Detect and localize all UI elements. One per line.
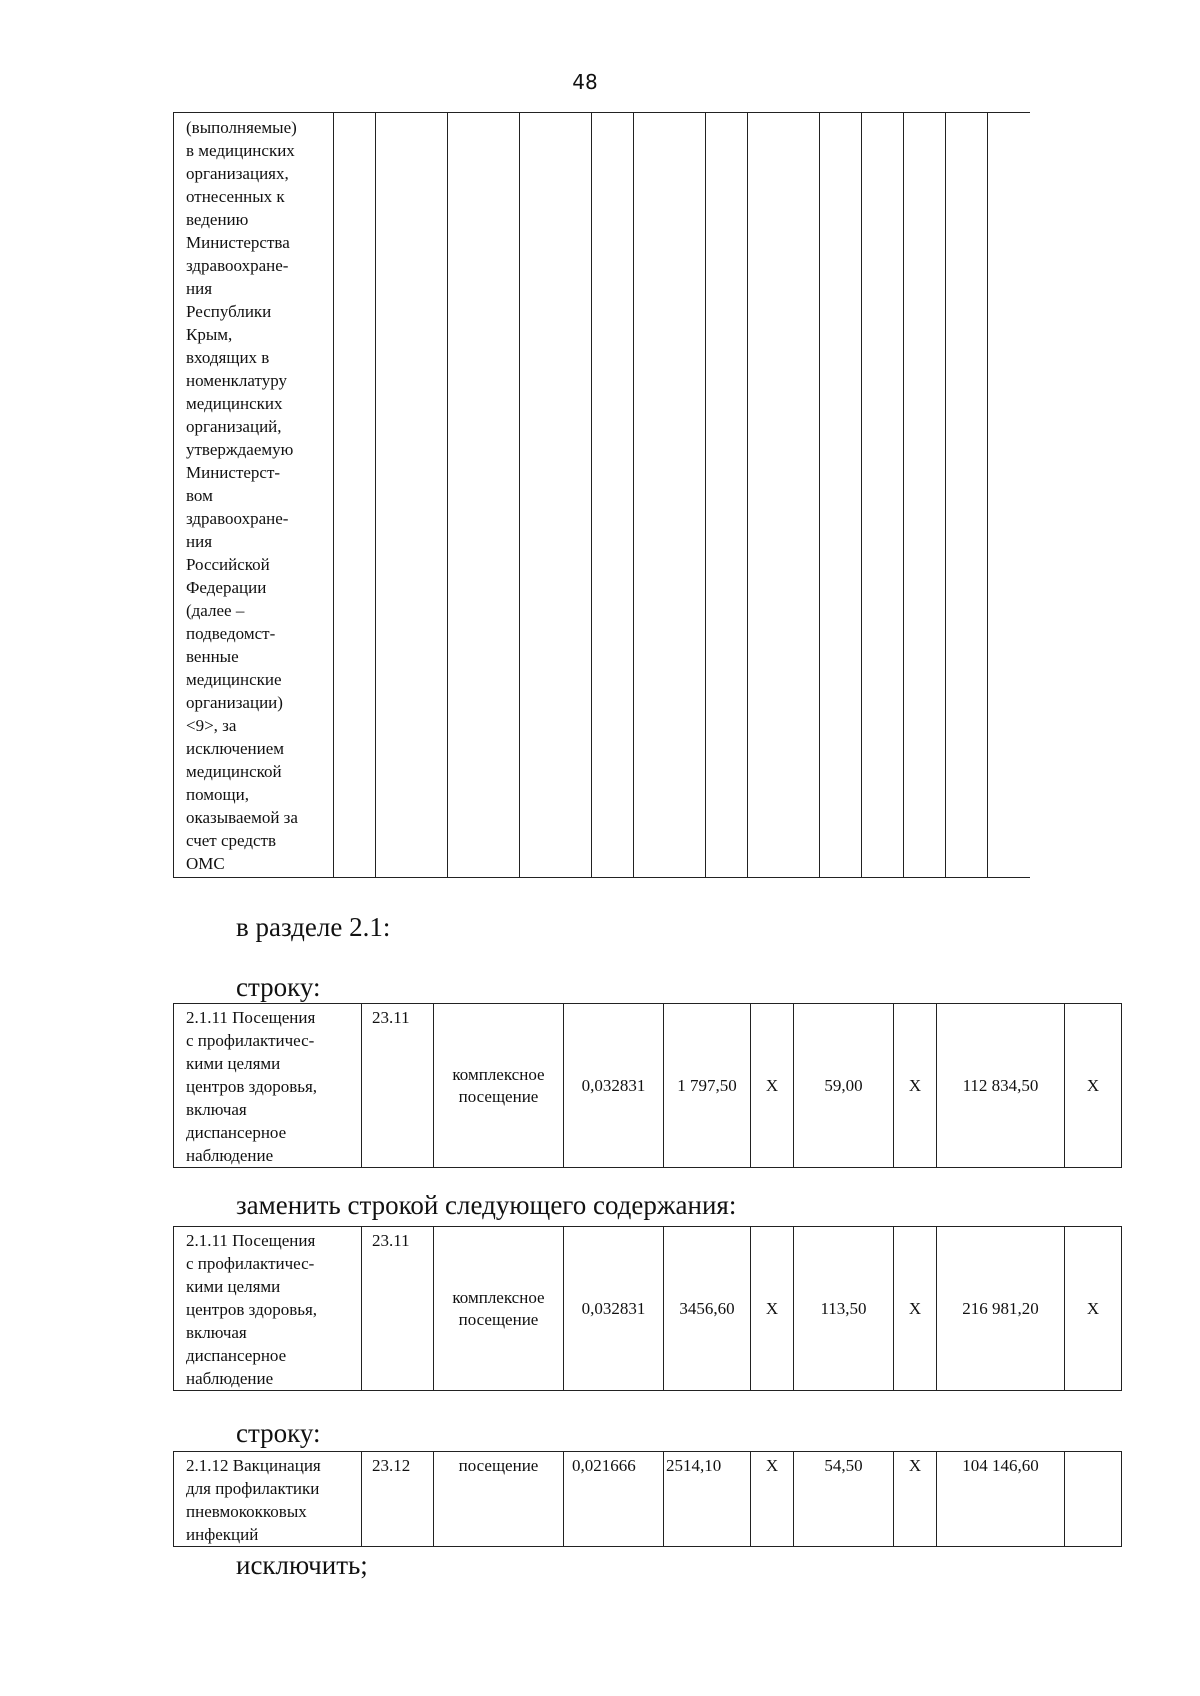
description-line: подведомст- [186, 624, 276, 643]
row-name-line: 2.1.11 Посещения [186, 1008, 316, 1027]
description-line: ОМС [186, 854, 225, 873]
description-line: Республики [186, 302, 272, 321]
section-heading: в разделе 2.1: [236, 912, 391, 942]
row-name-line: 2.1.12 Вакцинация [186, 1456, 321, 1475]
per-capita-cell: 59,00 [794, 1004, 894, 1168]
row-name-line: для профилактики [186, 1479, 320, 1498]
unit-cell [434, 1227, 564, 1391]
description-line: номенклатуру [186, 371, 288, 390]
empty-cell [634, 113, 706, 878]
row-name-line: наблюдение [186, 1369, 274, 1388]
cell-x: Х [751, 1452, 794, 1547]
description-line: Российской [186, 555, 270, 574]
per-capita-cell: 54,50 [794, 1452, 894, 1547]
description-line: медицинских [186, 394, 283, 413]
cell-x: Х [894, 1452, 937, 1547]
row-name-line: центров здоровья, [186, 1300, 318, 1319]
row-name-line: 2.1.11 Посещения [186, 1231, 316, 1250]
row-name-cell [174, 1452, 362, 1547]
row-name-line: кими целями [186, 1277, 281, 1296]
empty-cell [520, 113, 592, 878]
replace-heading: заменить строкой следующего содержания: [236, 1190, 737, 1220]
description-line: отнесенных к [186, 187, 285, 206]
cell-x: Х [751, 1004, 794, 1168]
unit-line: комплексное [452, 1287, 545, 1307]
row-name-line: инфекций [186, 1525, 259, 1544]
description-line: Министерст- [186, 463, 281, 482]
cost-cell: 2514,10 [664, 1452, 751, 1547]
table-row [174, 1452, 1122, 1547]
description-line: ния [186, 279, 213, 298]
row-code-cell: 23.11 [362, 1004, 434, 1168]
row-name-line: наблюдение [186, 1146, 274, 1165]
description-line: здравоохране- [186, 509, 289, 528]
continuation-row [174, 113, 1030, 878]
line-heading-2: строку: [236, 1418, 321, 1448]
description-line: медицинской [186, 762, 282, 781]
row-name-line: диспансерное [186, 1123, 287, 1142]
unit-cell [434, 1004, 564, 1168]
unit-line: посещение [458, 1086, 539, 1106]
description-line: организаций, [186, 417, 282, 436]
row-name-line: пневмококковых [186, 1502, 307, 1521]
empty-cell [946, 113, 988, 878]
unit-cell: посещение [434, 1452, 564, 1547]
row-name-line: включая [186, 1100, 247, 1119]
line-heading-1: строку: [236, 972, 321, 1002]
empty-cell [988, 113, 1030, 878]
normative-volume-cell: 0,021666 [564, 1452, 664, 1547]
total-cell: 216 981,20 [937, 1227, 1065, 1391]
description-line: помощи, [186, 785, 249, 804]
description-line: исключением [186, 739, 285, 758]
description-line: в медицинских [186, 141, 295, 160]
empty-cell [448, 113, 520, 878]
description-cell [174, 113, 334, 878]
empty-cell [334, 113, 376, 878]
description-line: Федерации [186, 578, 267, 597]
vaccination-row-table [173, 1451, 1122, 1547]
new-row-table [173, 1226, 1122, 1391]
row-name-line: с профилактичес- [186, 1254, 315, 1273]
description-line: ведению [186, 210, 249, 229]
description-line: организациях, [186, 164, 289, 183]
cell-x: Х [1065, 1227, 1122, 1391]
row-name-line: включая [186, 1323, 247, 1342]
description-line: (далее – [186, 601, 245, 620]
empty-cell [376, 113, 448, 878]
cell-x: Х [1065, 1004, 1122, 1168]
row-name-line: с профилактичес- [186, 1031, 315, 1050]
row-name-line: центров здоровья, [186, 1077, 318, 1096]
description-line: входящих в [186, 348, 270, 367]
total-cell: 104 146,60 [937, 1452, 1065, 1547]
per-capita-cell: 113,50 [794, 1227, 894, 1391]
empty-cell [706, 113, 748, 878]
empty-cell [904, 113, 946, 878]
unit-line: комплексное [452, 1064, 545, 1084]
unit-line: посещение [458, 1309, 539, 1329]
description-line: <9>, за [186, 716, 237, 735]
old-row-table [173, 1003, 1122, 1168]
row-name-line: кими целями [186, 1054, 281, 1073]
table-row [174, 1004, 1122, 1168]
description-line: медицинские [186, 670, 282, 689]
page-number: 48 [572, 70, 598, 94]
table-row [174, 1227, 1122, 1391]
description-line: утверждаемую [186, 440, 294, 459]
cost-cell: 1 797,50 [664, 1004, 751, 1168]
cell-x: Х [894, 1004, 937, 1168]
description-line: оказываемой за [186, 808, 298, 827]
cost-cell: 3456,60 [664, 1227, 751, 1391]
description-line: (выполняемые) [186, 118, 297, 137]
continuation-table [173, 112, 1030, 878]
empty-cell [820, 113, 862, 878]
description-line: организации) [186, 693, 283, 712]
row-name-cell [174, 1004, 362, 1168]
cell-x: Х [751, 1227, 794, 1391]
normative-volume-cell: 0,032831 [564, 1004, 664, 1168]
description-line: Крым, [186, 325, 233, 344]
empty-cell [748, 113, 820, 878]
row-name-line: диспансерное [186, 1346, 287, 1365]
exclude-heading: исключить; [236, 1550, 368, 1580]
description-line: вом [186, 486, 213, 505]
empty-cell [592, 113, 634, 878]
row-code-cell: 23.11 [362, 1227, 434, 1391]
description-line: Министерства [186, 233, 290, 252]
empty-cell [1065, 1452, 1122, 1547]
total-cell: 112 834,50 [937, 1004, 1065, 1168]
description-line: счет средств [186, 831, 276, 850]
cell-x: Х [894, 1227, 937, 1391]
row-name-cell [174, 1227, 362, 1391]
row-code-cell: 23.12 [362, 1452, 434, 1547]
normative-volume-cell: 0,032831 [564, 1227, 664, 1391]
empty-cell [862, 113, 904, 878]
description-line: здравоохране- [186, 256, 289, 275]
description-line: ния [186, 532, 213, 551]
description-line: венные [186, 647, 239, 666]
